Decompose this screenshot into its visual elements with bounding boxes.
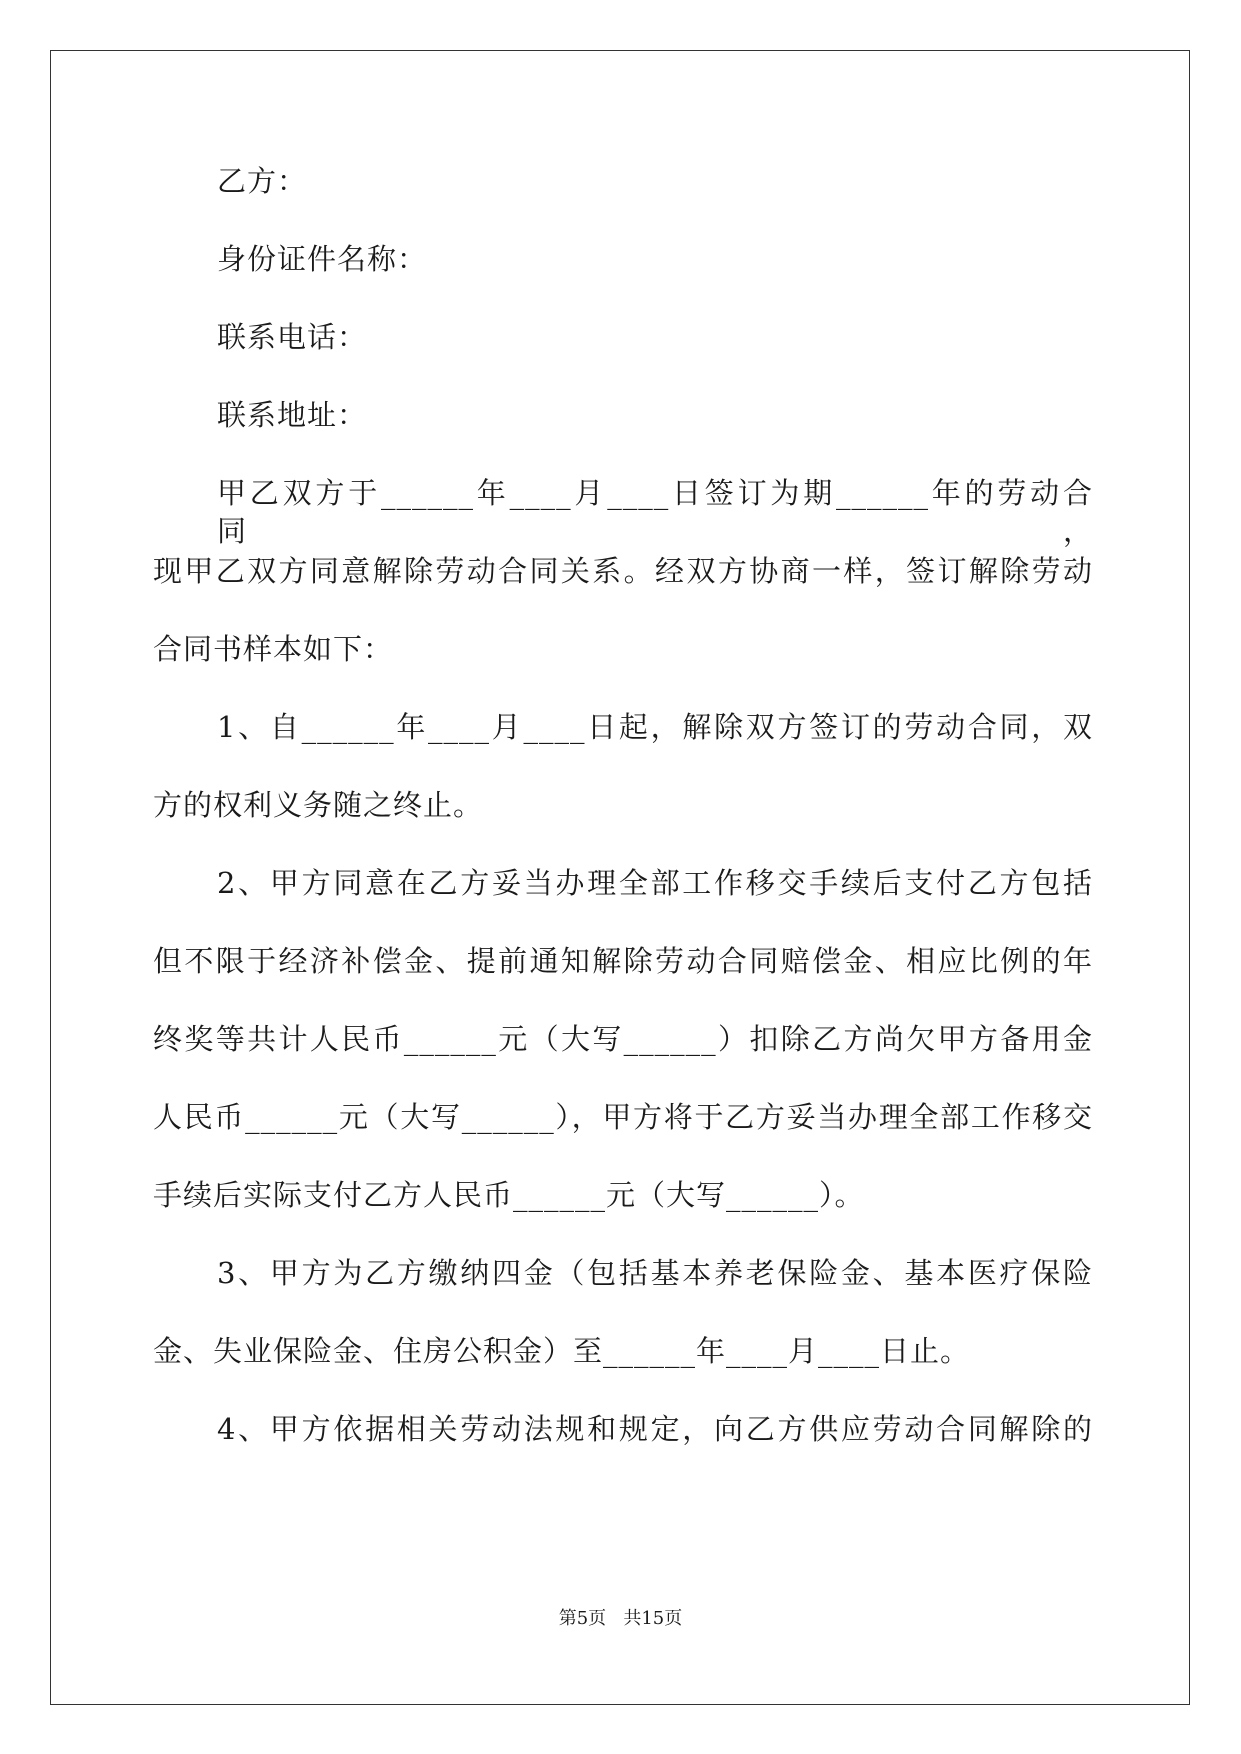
clause-2-line-5: 手续后实际支付乙方人民币______元（大写______）。 bbox=[153, 1178, 865, 1212]
party-b-line: 乙方： bbox=[217, 164, 308, 198]
clause-4-line-1: 4、甲方依据相关劳动法规和规定，向乙方供应劳动合同解除的 bbox=[217, 1412, 1093, 1446]
clause-2-line-4: 人民币______元（大写______），甲方将于乙方妥当办理全部工作移交 bbox=[153, 1100, 1093, 1134]
clause-3-line-1: 3、甲方为乙方缴纳四金（包括基本养老保险金、基本医疗保险 bbox=[217, 1256, 1093, 1290]
clause-1-line-2: 方的权利义务随之终止。 bbox=[153, 788, 484, 822]
id-document-line: 身份证件名称： bbox=[217, 242, 428, 276]
clause-3-line-2: 金、失业保险金、住房公积金）至______年____月____日止。 bbox=[153, 1334, 971, 1368]
address-line: 联系地址： bbox=[217, 398, 368, 432]
clause-2-line-2: 但不限于经济补偿金、提前通知解除劳动合同赔偿金、相应比例的年 bbox=[153, 944, 1093, 978]
paragraph-intro-line-2: 现甲乙双方同意解除劳动合同关系。经双方协商一样，签订解除劳动 bbox=[153, 554, 1093, 588]
paragraph-intro-line-1: 甲乙双方于______年____月____日签订为期______年的劳动合同， bbox=[217, 476, 1093, 548]
clause-2-line-3: 终奖等共计人民币______元（大写______）扣除乙方尚欠甲方备用金 bbox=[153, 1022, 1093, 1056]
clause-2-line-1: 2、甲方同意在乙方妥当办理全部工作移交手续后支付乙方包括 bbox=[217, 866, 1093, 900]
clause-1-line-1: 1、自______年____月____日起，解除双方签订的劳动合同，双 bbox=[217, 710, 1093, 744]
paragraph-intro-line-3: 合同书样本如下： bbox=[153, 632, 394, 666]
phone-line: 联系电话： bbox=[217, 320, 368, 354]
document-body bbox=[153, 162, 1093, 1488]
page-number-footer: 第5页 共15页 bbox=[558, 1608, 683, 1629]
